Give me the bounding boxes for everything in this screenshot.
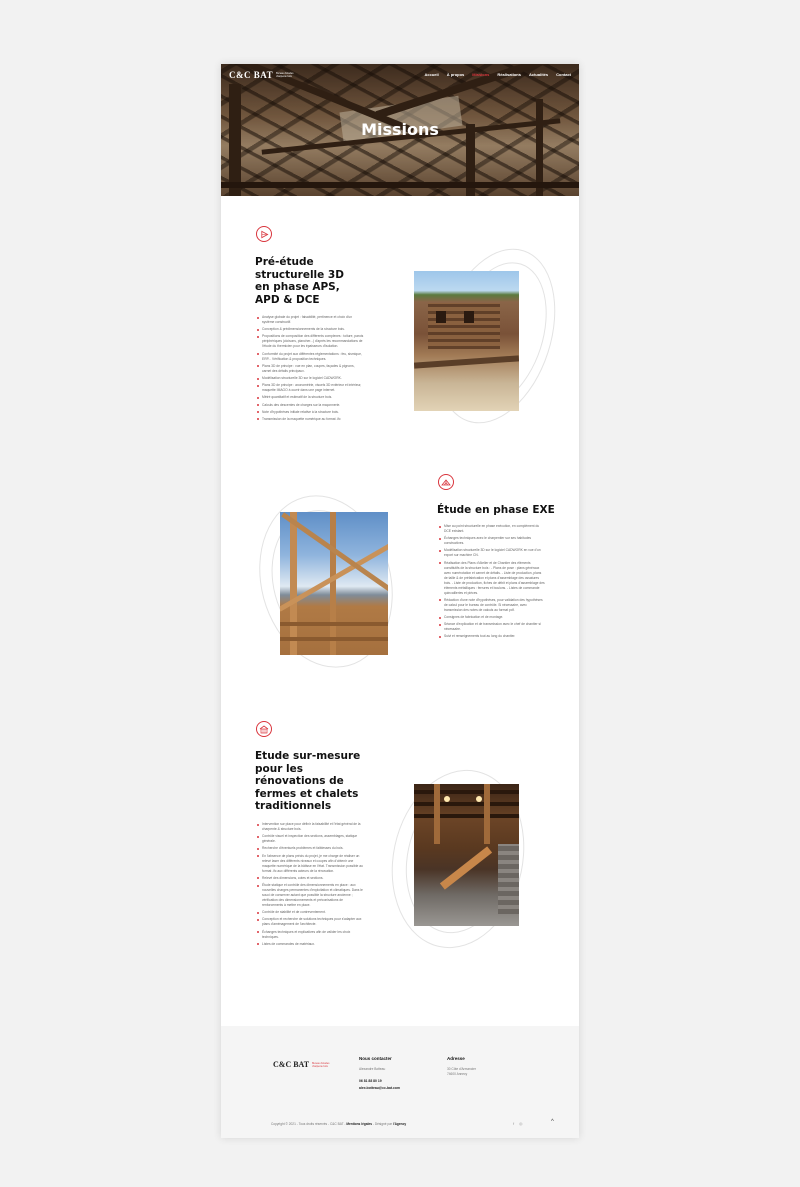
- nav-item-missions[interactable]: Missions: [472, 72, 490, 77]
- list-item: Modélisation structurelle 3D sur le logiciel CADWORK en vue d'un export sur machine CN.: [439, 548, 545, 558]
- list-item: Intervention sur place pour définir la faisabilité et l'état général de la charpente & structure bois.: [257, 822, 364, 832]
- address-line2: 74600 Annecy: [447, 1072, 468, 1076]
- main-nav: [424, 72, 571, 77]
- section2-title: Étude en phase EXE: [437, 504, 555, 516]
- address-line1: 30 Côte d'Armancier: [447, 1067, 476, 1071]
- list-item: Suivi et renseignements tout au long du chantier.: [439, 634, 545, 639]
- list-item: Plans 3D de principe : vue en plan, coupes, façades & pignons, carnet des détails principaux.: [257, 364, 364, 374]
- section2-icon-badge: [438, 474, 454, 490]
- page-title: Missions: [361, 120, 439, 139]
- list-item: Rédaction d'une note d'hypothèses, pour validation des hypothèses de calcul pour le bureau de contrôle. Si nécessaire, avec transmission des notes de calculs au format pdf.: [439, 598, 545, 613]
- section3-photo-interior: [414, 784, 519, 926]
- list-item: Réalisation des Plans d'Atelier et de Chantier des éléments constitutifs de la structure bois : - Plans de pose : plans généraux avec numérotation et carnet de détails. - Liste de production, plans de taille & de préfabrication et plans d'assemblage des ossatures bois. - Liste de production, fiches de débit et plans d'assemblage des éléments métalliques : ferrures et boulons. - Listes de commande quincailleries et pièces.: [439, 561, 545, 596]
- contact-heading: Nous contacter: [359, 1056, 392, 1061]
- list-item: Échanges techniques avec le charpentier sur ses habitudes constructives.: [439, 536, 545, 546]
- page-container: [221, 64, 579, 1138]
- contact-email[interactable]: alex.botteau@cc-bat.com: [359, 1086, 400, 1090]
- address-heading: Adresse: [447, 1056, 465, 1061]
- list-item: Métré quantitatif et estimatif de la structure bois.: [257, 395, 364, 400]
- list-item: En l'absence de plans précis du projet, je me charge de réaliser un relevé laser des différents niveaux et coupes afin d'obtenir une maquette numérique de la bâtisse en l'état. Transmission possible au format .ifc aux différents acteurs de la rénovation.: [257, 854, 364, 874]
- section1-icon-badge: [256, 226, 272, 242]
- list-item: Contrôle visuel et inspection des sections, assemblages, statique générale.: [257, 834, 364, 844]
- section3-list: [257, 822, 364, 949]
- contact-name: Alexandre Botteau: [359, 1067, 386, 1071]
- list-item: Consignes de fabrication et de montage.: [439, 615, 545, 620]
- list-item: Calculs des descentes de charges sur la maçonnerie.: [257, 403, 364, 408]
- list-item: Mise au point structurelle en phase exécution, en complément du DCE existant.: [439, 524, 545, 534]
- facebook-icon[interactable]: f: [513, 1121, 515, 1126]
- section3-title: Etude sur-mesure pour les rénovations de fermes et chalets traditionnels: [255, 750, 361, 812]
- list-item: Relevé des dimensions, cotes et sections.: [257, 876, 364, 881]
- list-item: Contrôle de stabilité et de contreventement.: [257, 910, 364, 915]
- header-logo[interactable]: [229, 70, 300, 80]
- nav-item-contact[interactable]: Contact: [556, 72, 571, 77]
- list-item: Transmission de la maquette numérique au format .ifc: [257, 417, 364, 422]
- copyright: [271, 1122, 406, 1126]
- section1-title: Pré-étude structurelle 3D en phase APS, APD & DCE: [255, 256, 344, 306]
- back-to-top-icon[interactable]: ^: [551, 1119, 554, 1125]
- list-item: Conformité du projet aux différentes réglementations : feu, sismique, ERP... Vérification & proposition techniques.: [257, 352, 364, 362]
- section1-list: [257, 315, 364, 424]
- section2-photo-frame: [280, 512, 388, 655]
- list-item: Analyse globale du projet : faisabilité, pertinence et choix d'un système constructif.: [257, 315, 364, 325]
- list-item: Note d'hypothèses initiale relative à la structure bois.: [257, 410, 364, 415]
- nav-item-realisations[interactable]: Réalisations: [497, 72, 521, 77]
- footer-logo-mark: C&C BAT: [273, 1060, 310, 1069]
- legal-link[interactable]: Mentions légales: [346, 1122, 373, 1126]
- site-footer: [221, 1026, 579, 1138]
- list-item: Recherche d'éventuels problèmes et faiblesses du bois.: [257, 846, 364, 851]
- logo-mark: C&C BAT: [229, 70, 274, 80]
- list-item: Séance d'explication et de transmission avec le chef de chantier si nécessaire.: [439, 622, 545, 632]
- designed-by-text: - Désigné par: [372, 1122, 393, 1126]
- list-item: Conception & prédimensionnements de la structure bois.: [257, 327, 364, 332]
- contact-phone[interactable]: 06 81 88 80 19: [359, 1079, 382, 1083]
- footer-logo-tagline: Bureau d'études charpente bois: [312, 1061, 330, 1068]
- list-item: Propositions de composition des différents complexes : toiture, parois périphériques (cloisons, plancher...) d'après les recommandations de l'étude du thermicien pour les épaisseurs d'isolation.: [257, 334, 364, 349]
- nav-item-accueil[interactable]: Accueil: [424, 72, 439, 77]
- footer-logo[interactable]: [273, 1060, 338, 1069]
- agency-link[interactable]: l'Agency: [392, 1122, 407, 1126]
- list-item: Échanges techniques et explicatives afin de valider les choix techniques.: [257, 930, 364, 940]
- section3-icon-badge: [256, 721, 272, 737]
- play-cube-icon: [260, 230, 269, 239]
- instagram-icon[interactable]: ◎: [519, 1121, 523, 1126]
- roof-frame-icon: [441, 478, 451, 487]
- section1-photo-chalet: [414, 271, 519, 411]
- hero-banner: [221, 64, 579, 196]
- section2-list: [439, 524, 545, 642]
- list-item: Conception et recherche de solutions techniques pour s'adapter aux plans d'aménagement de l'architecte.: [257, 917, 364, 927]
- list-item: Listes de commandes de matériaux.: [257, 942, 364, 947]
- logo-tagline: Bureau d'études charpente bois: [276, 72, 294, 78]
- chalet-icon: [259, 725, 269, 734]
- nav-item-a-propos[interactable]: À propos: [446, 72, 465, 77]
- copyright-text: Copyright © 2021 - Tous droits réservés - C&C BAT -: [271, 1122, 346, 1126]
- nav-item-actualites[interactable]: Actualités: [528, 72, 549, 77]
- list-item: Étude statique et contrôle des dimensionnements en place : aux nouvelles charges permanentes d'exploitation et climatiques. Dans le souci de conserver autant que possible la structure ancienne ; vérification des dimensionnements et préconisations de renforcements à mettre en place.: [257, 883, 364, 908]
- list-item: Plans 3D de principe : axonométrie, visuels 3D extérieur et intérieur, maquette IMAGO à ouvrir dans une page internet.: [257, 383, 364, 393]
- list-item: Modélisation structurelle 3D sur le logiciel CADWORK.: [257, 376, 364, 381]
